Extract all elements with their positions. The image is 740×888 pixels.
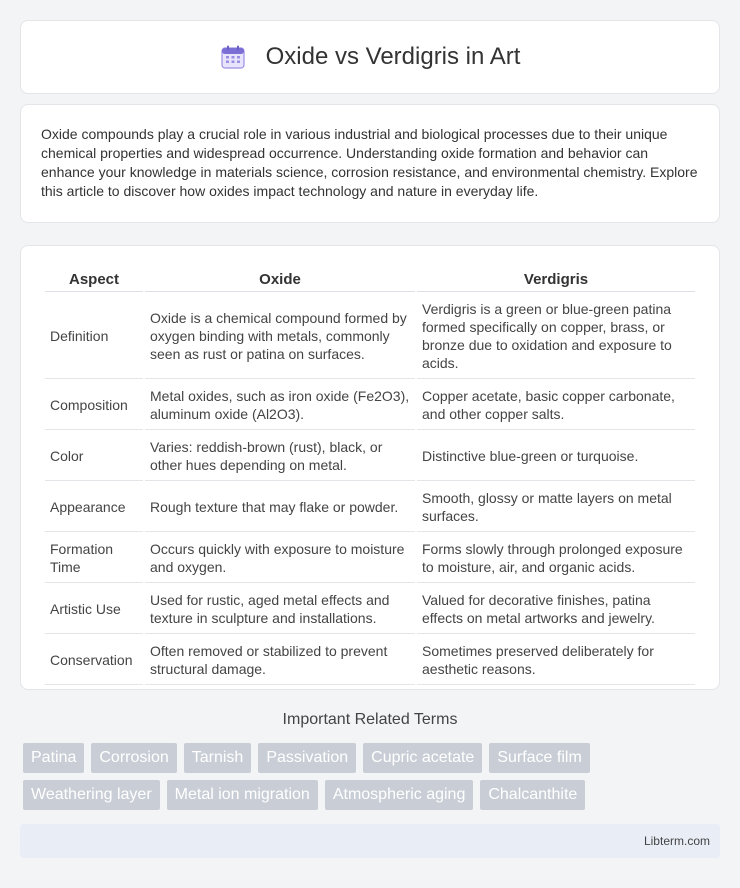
- term-tag[interactable]: Tarnish: [184, 743, 252, 773]
- table-row: [45, 294, 695, 379]
- calendar-icon: [220, 44, 246, 70]
- row-verdigris: Forms slowly through prolonged exposure to moisture, air, and organic acids.: [417, 534, 695, 583]
- term-tag[interactable]: Passivation: [258, 743, 356, 773]
- header-verdigris: Verdigris: [417, 268, 695, 292]
- term-tag[interactable]: Chalcanthite: [480, 780, 585, 810]
- row-oxide: Metal oxides, such as iron oxide (Fe2O3), aluminum oxide (Al2O3).: [145, 381, 415, 430]
- table-row: [45, 381, 695, 430]
- term-tag[interactable]: Corrosion: [91, 743, 176, 773]
- intro-card: [20, 104, 720, 223]
- row-aspect: Conservation: [45, 636, 143, 685]
- comparison-table: [43, 266, 697, 687]
- row-verdigris: Copper acetate, basic copper carbonate, and other copper salts.: [417, 381, 695, 430]
- row-verdigris: Smooth, glossy or matte layers on metal surfaces.: [417, 483, 695, 532]
- row-aspect: Color: [45, 432, 143, 481]
- related-terms-title: Important Related Terms: [282, 711, 458, 728]
- row-aspect: Artistic Use: [45, 585, 143, 634]
- table-row: [45, 636, 695, 685]
- footer-link[interactable]: Libterm.com: [643, 834, 710, 848]
- header-aspect: Aspect: [45, 268, 143, 292]
- row-verdigris: Verdigris is a green or blue-green patina formed specifically on copper, brass, or bronze due to oxidation and exposure to acids.: [417, 294, 695, 379]
- table-header-row: [45, 268, 695, 292]
- term-tag[interactable]: Atmospheric aging: [325, 780, 474, 810]
- row-aspect: Definition: [45, 294, 143, 379]
- row-aspect: Composition: [45, 381, 143, 430]
- row-oxide: Used for rustic, aged metal effects and texture in sculpture and installations.: [145, 585, 415, 634]
- related-terms-list: [23, 743, 713, 810]
- row-oxide: Often removed or stabilized to prevent structural damage.: [145, 636, 415, 685]
- intro-text: Oxide compounds play a crucial role in various industrial and biological processes due to their unique chemical properties and widespread occurrence. Understanding oxide formation and behavior can enhance your knowledge in materials science, corrosion resistance, and environmental chemistry. Explore this article to discover how oxides impact technology and nature in everyday life.: [41, 126, 698, 199]
- footer: [20, 824, 720, 858]
- row-aspect: Appearance: [45, 483, 143, 532]
- header-oxide: Oxide: [145, 268, 415, 292]
- term-tag[interactable]: Weathering layer: [23, 780, 160, 810]
- row-oxide: Oxide is a chemical compound formed by oxygen binding with metals, commonly seen as rust or patina on surfaces.: [145, 294, 415, 379]
- comparison-card: [20, 245, 720, 690]
- term-tag[interactable]: Metal ion migration: [167, 780, 318, 810]
- row-aspect: Formation Time: [45, 534, 143, 583]
- row-verdigris: Distinctive blue-green or turquoise.: [417, 432, 695, 481]
- table-row: [45, 432, 695, 481]
- term-tag[interactable]: Patina: [23, 743, 84, 773]
- term-tag[interactable]: Surface film: [489, 743, 589, 773]
- table-row: [45, 585, 695, 634]
- page-title: Oxide vs Verdigris in Art: [265, 43, 521, 70]
- header-card: [20, 20, 720, 94]
- row-oxide: Rough texture that may flake or powder.: [145, 483, 415, 532]
- row-verdigris: Sometimes preserved deliberately for aesthetic reasons.: [417, 636, 695, 685]
- table-row: [45, 534, 695, 583]
- table-row: [45, 483, 695, 532]
- term-tag[interactable]: Cupric acetate: [363, 743, 482, 773]
- row-oxide: Varies: reddish-brown (rust), black, or other hues depending on metal.: [145, 432, 415, 481]
- row-oxide: Occurs quickly with exposure to moisture and oxygen.: [145, 534, 415, 583]
- row-verdigris: Valued for decorative finishes, patina effects on metal artworks and jewelry.: [417, 585, 695, 634]
